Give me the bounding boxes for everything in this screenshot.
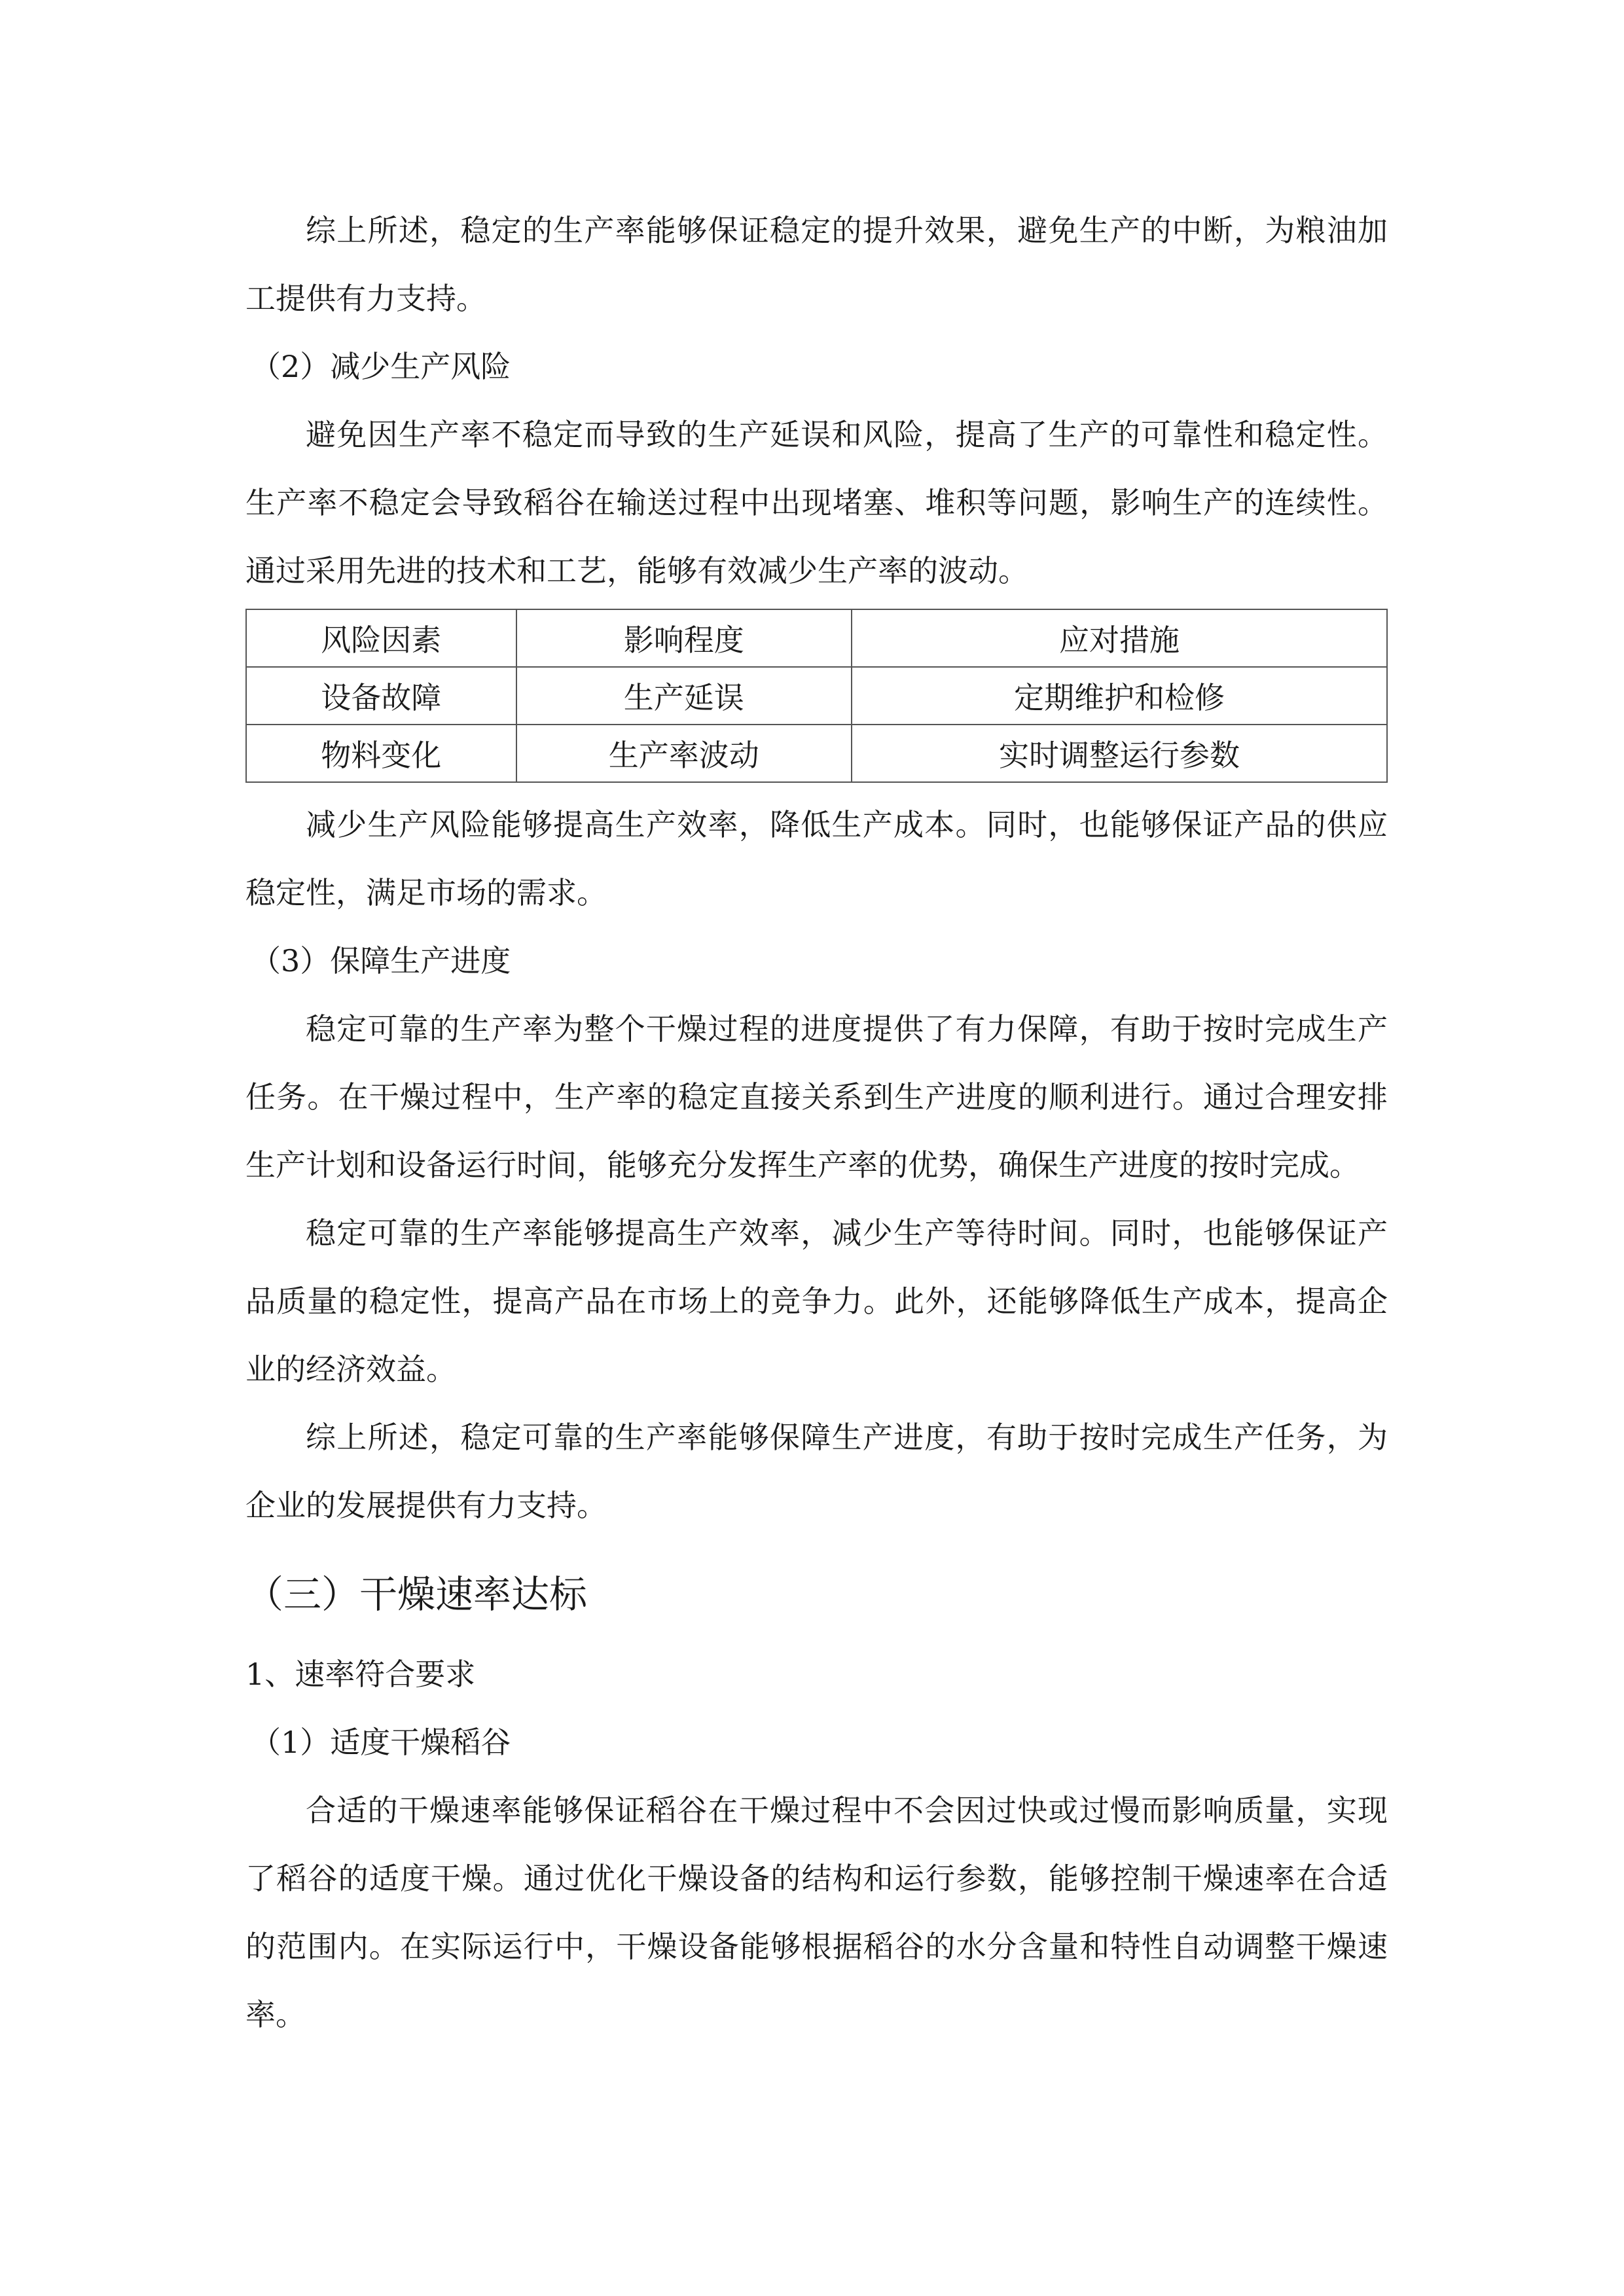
paragraph-reduce-risk: 避免因生产率不稳定而导致的生产延误和风险，提高了生产的可靠性和稳定性。生产率不稳定会导致稻谷在输送过程中出现堵塞、堆积等问题，影响生产的连续性。通过采用先进的技术和工艺，能够有效减少生产率的波动。 [245, 417, 1388, 588]
table-row [246, 667, 1387, 725]
paragraph-summary-1: 综上所述，稳定的生产率能够保证稳定的提升效果，避免生产的中断，为粮油加工提供有力支持。 [245, 213, 1388, 316]
table-cell: 生产延误 [516, 667, 852, 725]
table-cell: 设备故障 [246, 667, 516, 725]
paragraph-risk-benefit: 减少生产风险能够提高生产效率，降低生产成本。同时，也能够保证产品的供应稳定性，满足市场的需求。 [245, 807, 1388, 910]
document-page [245, 196, 1388, 2049]
subheading-reduce-risk: （2）减少生产风险 [251, 349, 511, 384]
item-heading-rate-requirement: 1、速率符合要求 [245, 1657, 476, 1692]
table-cell: 物料变化 [246, 725, 516, 782]
risk-table [245, 609, 1388, 783]
table-header-cell: 影响程度 [516, 609, 852, 667]
section-heading-drying-rate: （三）干燥速率达标 [245, 1572, 588, 1617]
paragraph-progress-2: 稳定可靠的生产率能够提高生产效率，减少生产等待时间。同时，也能够保证产品质量的稳定性，提高产品在市场上的竞争力。此外，还能够降低生产成本，提高企业的经济效益。 [245, 1215, 1388, 1387]
paragraph-summary-2: 综上所述，稳定可靠的生产率能够保障生产进度，有助于按时完成生产任务，为企业的发展提供有力支持。 [245, 1420, 1388, 1523]
table-cell: 实时调整运行参数 [852, 725, 1387, 782]
paragraph-moderate-drying: 合适的干燥速率能够保证稻谷在干燥过程中不会因过快或过慢而影响质量，实现了稻谷的适度干燥。通过优化干燥设备的结构和运行参数，能够控制干燥速率在合适的范围内。在实际运行中，干燥设备能够根据稻谷的水分含量和特性自动调整干燥速率。 [245, 1793, 1388, 2032]
table-header-row [246, 609, 1387, 667]
table-row [246, 725, 1387, 782]
table-cell: 定期维护和检修 [852, 667, 1387, 725]
table-cell: 生产率波动 [516, 725, 852, 782]
subheading-ensure-progress: （3）保障生产进度 [251, 943, 511, 978]
table-header-cell: 应对措施 [852, 609, 1387, 667]
table-header-cell: 风险因素 [246, 609, 516, 667]
paragraph-progress-1: 稳定可靠的生产率为整个干燥过程的进度提供了有力保障，有助于按时完成生产任务。在干燥过程中，生产率的稳定直接关系到生产进度的顺利进行。通过合理安排生产计划和设备运行时间，能够充分发挥生产率的优势，确保生产进度的按时完成。 [245, 1011, 1388, 1183]
subheading-moderate-drying: （1）适度干燥稻谷 [251, 1725, 511, 1760]
